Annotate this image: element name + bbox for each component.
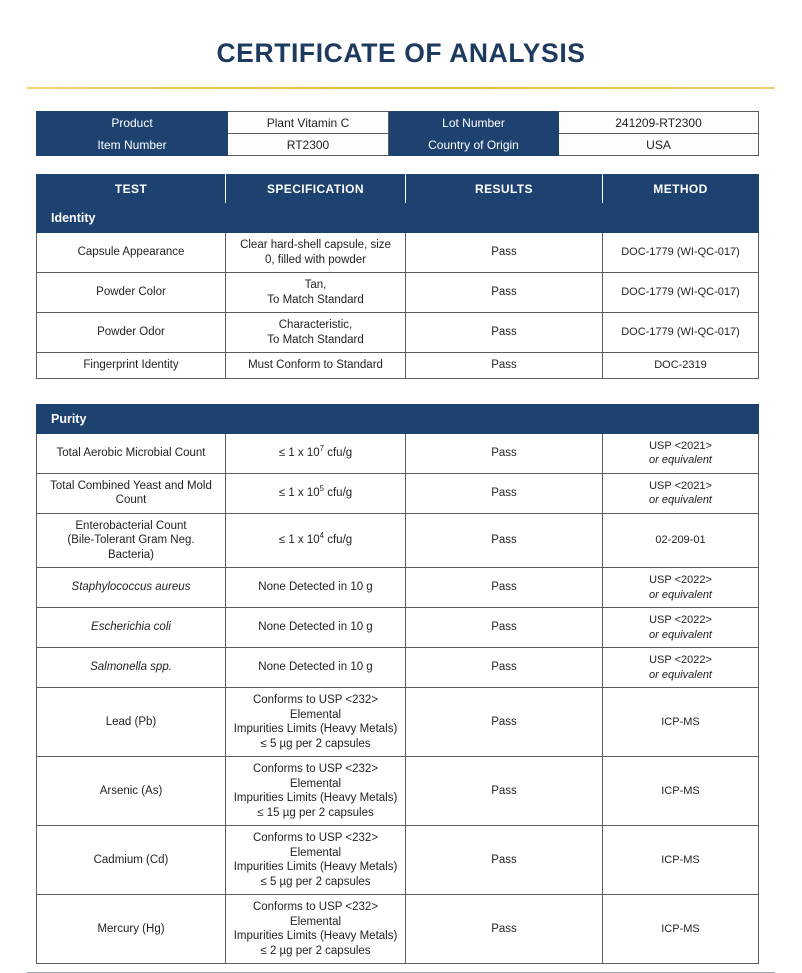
test-result: Pass xyxy=(406,473,603,513)
test-method: ICP-MS xyxy=(603,757,759,826)
test-result: Pass xyxy=(406,353,603,379)
test-specification xyxy=(226,313,406,353)
page-title: CERTIFICATE OF ANALYSIS xyxy=(216,38,586,68)
spec-prefix: ≤ 1 x 10 xyxy=(278,446,320,459)
test-method xyxy=(603,568,759,608)
test-result: Pass xyxy=(406,895,603,964)
test-specification xyxy=(226,433,406,473)
identity-body xyxy=(37,204,759,379)
test-name: Cadmium (Cd) xyxy=(37,826,226,895)
test-name: Escherichia coli xyxy=(37,608,226,648)
spec-line-2: 0, filled with powder xyxy=(265,253,366,266)
table-row xyxy=(37,112,759,134)
section-gap xyxy=(0,379,802,404)
test-name: Capsule Appearance xyxy=(37,233,226,273)
column-header-row xyxy=(37,175,759,204)
identity-test-table xyxy=(36,174,759,379)
spec-line-2: To Match Standard xyxy=(267,293,364,306)
test-name: Staphylococcus aureus xyxy=(37,568,226,608)
test-result: Pass xyxy=(406,433,603,473)
spec-suffix: cfu/g xyxy=(324,534,353,546)
test-name: Salmonella spp. xyxy=(37,648,226,688)
test-method: DOC-1779 (WI-QC-017) xyxy=(603,273,759,313)
test-method xyxy=(603,433,759,473)
test-name: Total Aerobic Microbial Count xyxy=(37,433,226,473)
test-method: DOC-1779 (WI-QC-017) xyxy=(603,233,759,273)
table-row xyxy=(37,826,759,895)
table-row xyxy=(37,473,759,513)
table-row xyxy=(37,233,759,273)
test-result: Pass xyxy=(406,568,603,608)
test-specification xyxy=(226,826,406,895)
spec-exponent: 7 xyxy=(319,443,325,453)
test-name: Powder Odor xyxy=(37,313,226,353)
test-method xyxy=(603,473,759,513)
test-result: Pass xyxy=(406,757,603,826)
method-note: or equivalent xyxy=(649,494,712,506)
test-result: Pass xyxy=(406,826,603,895)
table-row xyxy=(37,433,759,473)
test-method xyxy=(603,648,759,688)
test-result: Pass xyxy=(406,648,603,688)
test-method xyxy=(603,608,759,648)
test-result: Pass xyxy=(406,273,603,313)
test-specification xyxy=(226,757,406,826)
test-name: Fingerprint Identity xyxy=(37,353,226,379)
gold-divider xyxy=(27,87,775,89)
table-row xyxy=(37,648,759,688)
table-row xyxy=(37,134,759,156)
table-row xyxy=(37,608,759,648)
test-specification: None Detected in 10 g xyxy=(226,648,406,688)
table-row xyxy=(37,895,759,964)
test-name xyxy=(37,473,226,513)
product-info-body xyxy=(37,112,759,156)
product-info-table xyxy=(36,111,759,156)
purity-test-table xyxy=(36,404,759,965)
table-row xyxy=(37,313,759,353)
product-value: Plant Vitamin C xyxy=(228,112,389,134)
test-method: DOC-2319 xyxy=(603,353,759,379)
lot-number-value: 241209-RT2300 xyxy=(559,112,759,134)
method-name: USP <2021> xyxy=(649,479,712,492)
test-table-header xyxy=(37,175,759,204)
spec-line-3: ≤ 5 µg per 2 capsules xyxy=(260,875,371,888)
spec-line-2: Impurities Limits (Heavy Metals) xyxy=(233,792,398,804)
test-name xyxy=(37,513,226,568)
item-number-value: RT2300 xyxy=(228,134,389,156)
spec-prefix: ≤ 1 x 10 xyxy=(278,486,320,499)
spec-line-2: Impurities Limits (Heavy Metals) xyxy=(233,723,398,735)
test-result: Pass xyxy=(406,313,603,353)
table-row xyxy=(37,568,759,608)
method-name: USP <2022> xyxy=(649,614,712,626)
purity-body xyxy=(37,404,759,964)
spec-line-1: Tan, xyxy=(304,279,327,291)
test-specification xyxy=(226,273,406,313)
spec-line-3: ≤ 5 µg per 2 capsules xyxy=(260,737,371,750)
table-row xyxy=(37,353,759,379)
test-specification xyxy=(226,688,406,757)
test-name-line-2: Count xyxy=(115,494,147,506)
test-method: ICP-MS xyxy=(603,826,759,895)
test-method: ICP-MS xyxy=(603,688,759,757)
method-note: or equivalent xyxy=(649,668,712,681)
section-header-identity xyxy=(37,204,759,233)
section-title: Identity xyxy=(37,204,759,233)
test-method: DOC-1779 (WI-QC-017) xyxy=(603,313,759,353)
spec-line-2: Impurities Limits (Heavy Metals) xyxy=(233,930,398,942)
spec-line-2: Impurities Limits (Heavy Metals) xyxy=(233,861,398,873)
test-method: 02-209-01 xyxy=(603,513,759,568)
test-result: Pass xyxy=(406,608,603,648)
column-header-method: METHOD xyxy=(603,175,759,204)
test-name: Mercury (Hg) xyxy=(37,895,226,964)
item-number-label: Item Number xyxy=(37,134,228,156)
spec-suffix: cfu/g xyxy=(324,446,353,459)
test-specification: None Detected in 10 g xyxy=(226,568,406,608)
test-name: Powder Color xyxy=(37,273,226,313)
method-name: USP <2021> xyxy=(649,439,712,452)
column-header-specification: SPECIFICATION xyxy=(226,175,406,204)
lot-number-label: Lot Number xyxy=(389,112,559,134)
table-row xyxy=(37,688,759,757)
test-name: Lead (Pb) xyxy=(37,688,226,757)
table-row xyxy=(37,757,759,826)
product-label: Product xyxy=(37,112,228,134)
spec-line-1: Characteristic, xyxy=(278,319,353,331)
test-method: ICP-MS xyxy=(603,895,759,964)
spec-exponent: 5 xyxy=(319,483,325,493)
spec-line-1: Conforms to USP <232> Elemental xyxy=(252,694,379,721)
column-header-results: RESULTS xyxy=(406,175,603,204)
test-specification: None Detected in 10 g xyxy=(226,608,406,648)
test-result: Pass xyxy=(406,233,603,273)
table-row xyxy=(37,273,759,313)
test-specification: Must Conform to Standard xyxy=(226,353,406,379)
test-result: Pass xyxy=(406,688,603,757)
spec-line-1: Conforms to USP <232> Elemental xyxy=(252,832,379,859)
test-result: Pass xyxy=(406,513,603,568)
column-header-test: TEST xyxy=(37,175,226,204)
test-specification xyxy=(226,895,406,964)
test-name-line-2: (Bile-Tolerant Gram Neg. Bacteria) xyxy=(67,534,195,561)
test-specification xyxy=(226,513,406,568)
spec-line-1: Conforms to USP <232> Elemental xyxy=(252,763,379,790)
spec-line-3: ≤ 15 µg per 2 capsules xyxy=(257,806,374,819)
table-row xyxy=(37,513,759,568)
method-note: or equivalent xyxy=(649,588,712,601)
country-of-origin-value: USA xyxy=(559,134,759,156)
spec-suffix: cfu/g xyxy=(324,486,353,499)
test-name-line-1: Enterobacterial Count xyxy=(75,519,187,532)
section-header-purity xyxy=(37,404,759,433)
spec-exponent: 4 xyxy=(319,531,325,541)
test-specification xyxy=(226,473,406,513)
test-name: Arsenic (As) xyxy=(37,757,226,826)
test-specification xyxy=(226,233,406,273)
method-name: USP <2022> xyxy=(649,654,712,666)
method-name: USP <2022> xyxy=(649,574,712,586)
spec-line-1: Conforms to USP <232> Elemental xyxy=(252,901,379,928)
spec-line-2: To Match Standard xyxy=(267,333,364,346)
spec-line-1: Clear hard-shell capsule, size xyxy=(240,239,391,251)
test-name-line-1: Total Combined Yeast and Mold xyxy=(50,479,212,492)
method-note: or equivalent xyxy=(649,628,712,641)
section-title: Purity xyxy=(37,404,759,433)
spec-line-3: ≤ 2 µg per 2 capsules xyxy=(260,944,371,957)
method-note: or equivalent xyxy=(649,454,712,466)
country-of-origin-label: Country of Origin xyxy=(389,134,559,156)
title-block xyxy=(0,0,802,89)
spec-prefix: ≤ 1 x 10 xyxy=(278,534,320,546)
